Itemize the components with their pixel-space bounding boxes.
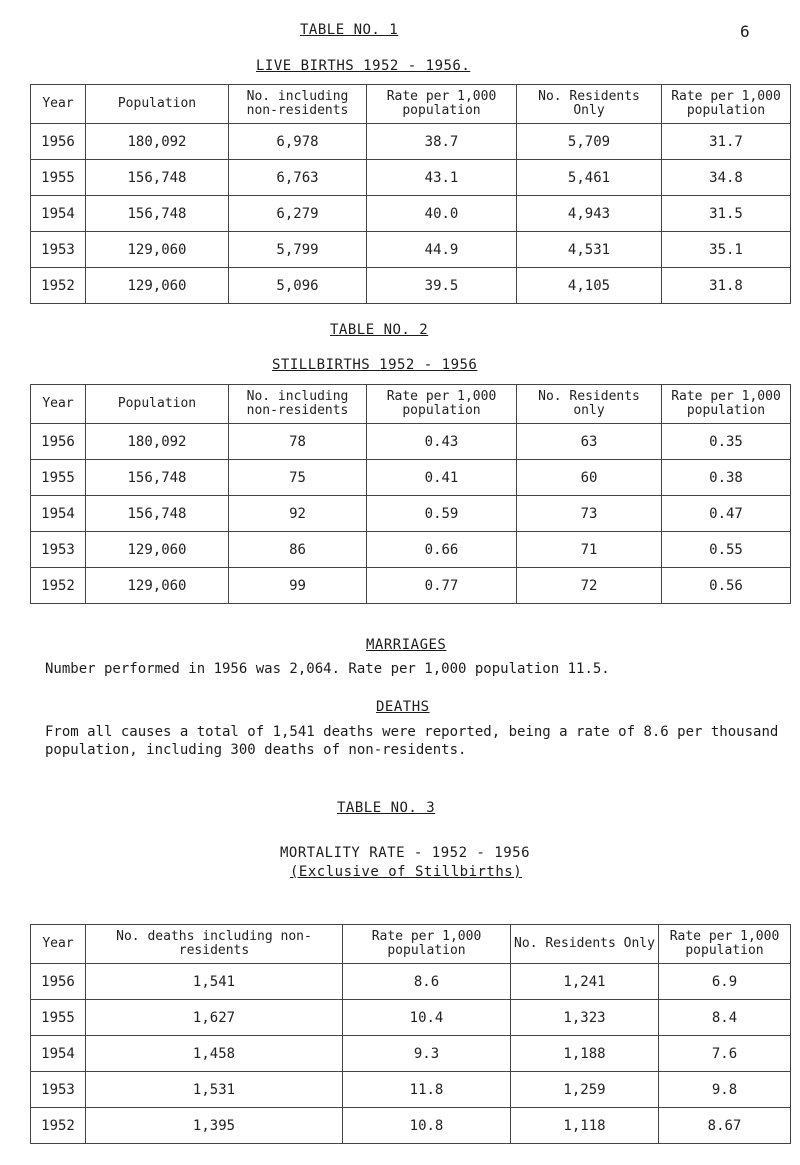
deaths-heading: DEATHS [376,699,430,715]
table-cell: 1,323 [511,1000,659,1036]
table-row [31,964,791,1000]
table-cell: 0.38 [662,460,791,496]
table-cell: 39.5 [367,268,517,304]
table-row [31,1036,791,1072]
table-cell: 1955 [31,160,86,196]
column-header: Rate per 1,000 population [662,85,791,124]
table-cell: 6,279 [229,196,367,232]
table-cell: 34.8 [662,160,791,196]
table-row [31,1000,791,1036]
table-row [31,160,791,196]
table-cell: 44.9 [367,232,517,268]
table-cell: 35.1 [662,232,791,268]
table-cell: 1,395 [86,1108,343,1144]
table-cell: 180,092 [86,124,229,160]
table-cell: 1956 [31,424,86,460]
column-header: Rate per 1,000 population [367,85,517,124]
table-cell: 31.8 [662,268,791,304]
table-cell: 73 [517,496,662,532]
table-cell: 1,241 [511,964,659,1000]
column-header: Year [31,85,86,124]
table-cell: 1956 [31,124,86,160]
table-cell: 0.77 [367,568,517,604]
table-cell: 5,096 [229,268,367,304]
table-cell: 8.4 [659,1000,791,1036]
table-row [31,124,791,160]
table-cell: 60 [517,460,662,496]
table-cell: 1954 [31,1036,86,1072]
table-cell: 99 [229,568,367,604]
table-cell: 8.67 [659,1108,791,1144]
column-header: Rate per 1,000 population [367,385,517,424]
table-cell: 156,748 [86,496,229,532]
table-cell: 43.1 [367,160,517,196]
table-row [31,532,791,568]
table-row [31,460,791,496]
table-cell: 1954 [31,496,86,532]
column-header: No. Residents Only [517,85,662,124]
table-row [31,424,791,460]
live-births-title: LIVE BIRTHS 1952 - 1956. [256,58,471,74]
table-row [31,196,791,232]
table-cell: 129,060 [86,532,229,568]
table-row [31,232,791,268]
column-header: No. deaths including non-residents [86,925,343,964]
table-1-label: TABLE NO. 1 [300,22,399,38]
table-cell: 86 [229,532,367,568]
column-header: Year [31,385,86,424]
live-births-table [30,84,791,304]
table-cell: 0.41 [367,460,517,496]
table-cell: 9.3 [343,1036,511,1072]
table-cell: 0.59 [367,496,517,532]
column-header: Rate per 1,000 population [662,385,791,424]
mortality-title: MORTALITY RATE - 1952 - 1956 [280,845,531,861]
column-header: Rate per 1,000 population [343,925,511,964]
stillbirths-table [30,384,791,604]
column-header: No. Residents only [517,385,662,424]
table-cell: 129,060 [86,268,229,304]
table-cell: 1952 [31,568,86,604]
table-cell: 1955 [31,1000,86,1036]
stillbirths-title: STILLBIRTHS 1952 - 1956 [272,357,478,373]
table-cell: 1954 [31,196,86,232]
column-header: Rate per 1,000 population [659,925,791,964]
marriages-text: Number performed in 1956 was 2,064. Rate per 1,000 population 11.5. [45,661,610,677]
table-cell: 72 [517,568,662,604]
mortality-table [30,924,791,1144]
column-header: Population [86,385,229,424]
table-cell: 1,541 [86,964,343,1000]
table-cell: 180,092 [86,424,229,460]
table-cell: 8.6 [343,964,511,1000]
table-row [31,496,791,532]
table-cell: 4,105 [517,268,662,304]
column-header: Population [86,85,229,124]
column-header: No. including non-residents [229,85,367,124]
table-cell: 10.8 [343,1108,511,1144]
table-cell: 4,531 [517,232,662,268]
table-cell: 0.47 [662,496,791,532]
table-cell: 7.6 [659,1036,791,1072]
table-cell: 31.7 [662,124,791,160]
table-cell: 10.4 [343,1000,511,1036]
table-cell: 75 [229,460,367,496]
table-cell: 4,943 [517,196,662,232]
deaths-text: From all causes a total of 1,541 deaths were reported, being a rate of 8.6 per thousand population, including 300 deaths of non-residents. [45,724,779,758]
table-3-label: TABLE NO. 3 [337,800,436,816]
table-row [31,268,791,304]
table-row [31,568,791,604]
table-header-row [31,925,791,964]
table-cell: 0.56 [662,568,791,604]
table-cell: 9.8 [659,1072,791,1108]
table-cell: 1956 [31,964,86,1000]
table-cell: 6.9 [659,964,791,1000]
table-cell: 1,259 [511,1072,659,1108]
table-cell: 11.8 [343,1072,511,1108]
table-cell: 1953 [31,532,86,568]
column-header: No. including non-residents [229,385,367,424]
table-cell: 0.35 [662,424,791,460]
table-cell: 1,118 [511,1108,659,1144]
table-cell: 0.55 [662,532,791,568]
table-header-row [31,85,791,124]
table-cell: 129,060 [86,568,229,604]
marriages-heading: MARRIAGES [366,637,447,653]
table-header-row [31,385,791,424]
table-row [31,1108,791,1144]
table-cell: 1952 [31,1108,86,1144]
table-cell: 1952 [31,268,86,304]
table-cell: 0.43 [367,424,517,460]
table-cell: 1,531 [86,1072,343,1108]
table-cell: 129,060 [86,232,229,268]
column-header: No. Residents Only [511,925,659,964]
table-cell: 1,188 [511,1036,659,1072]
table-cell: 6,978 [229,124,367,160]
table-cell: 78 [229,424,367,460]
table-cell: 156,748 [86,196,229,232]
table-cell: 5,799 [229,232,367,268]
table-row [31,1072,791,1108]
table-cell: 156,748 [86,460,229,496]
table-cell: 156,748 [86,160,229,196]
table-cell: 1953 [31,232,86,268]
table-cell: 5,709 [517,124,662,160]
table-2-label: TABLE NO. 2 [330,322,429,338]
table-cell: 1955 [31,460,86,496]
table-cell: 40.0 [367,196,517,232]
table-cell: 1953 [31,1072,86,1108]
table-cell: 1,458 [86,1036,343,1072]
table-cell: 63 [517,424,662,460]
table-cell: 71 [517,532,662,568]
table-cell: 0.66 [367,532,517,568]
mortality-subtitle: (Exclusive of Stillbirths) [290,864,523,880]
table-cell: 31.5 [662,196,791,232]
table-cell: 1,627 [86,1000,343,1036]
table-cell: 5,461 [517,160,662,196]
table-cell: 6,763 [229,160,367,196]
table-cell: 92 [229,496,367,532]
column-header: Year [31,925,86,964]
page-number: 6 [740,22,750,41]
table-cell: 38.7 [367,124,517,160]
